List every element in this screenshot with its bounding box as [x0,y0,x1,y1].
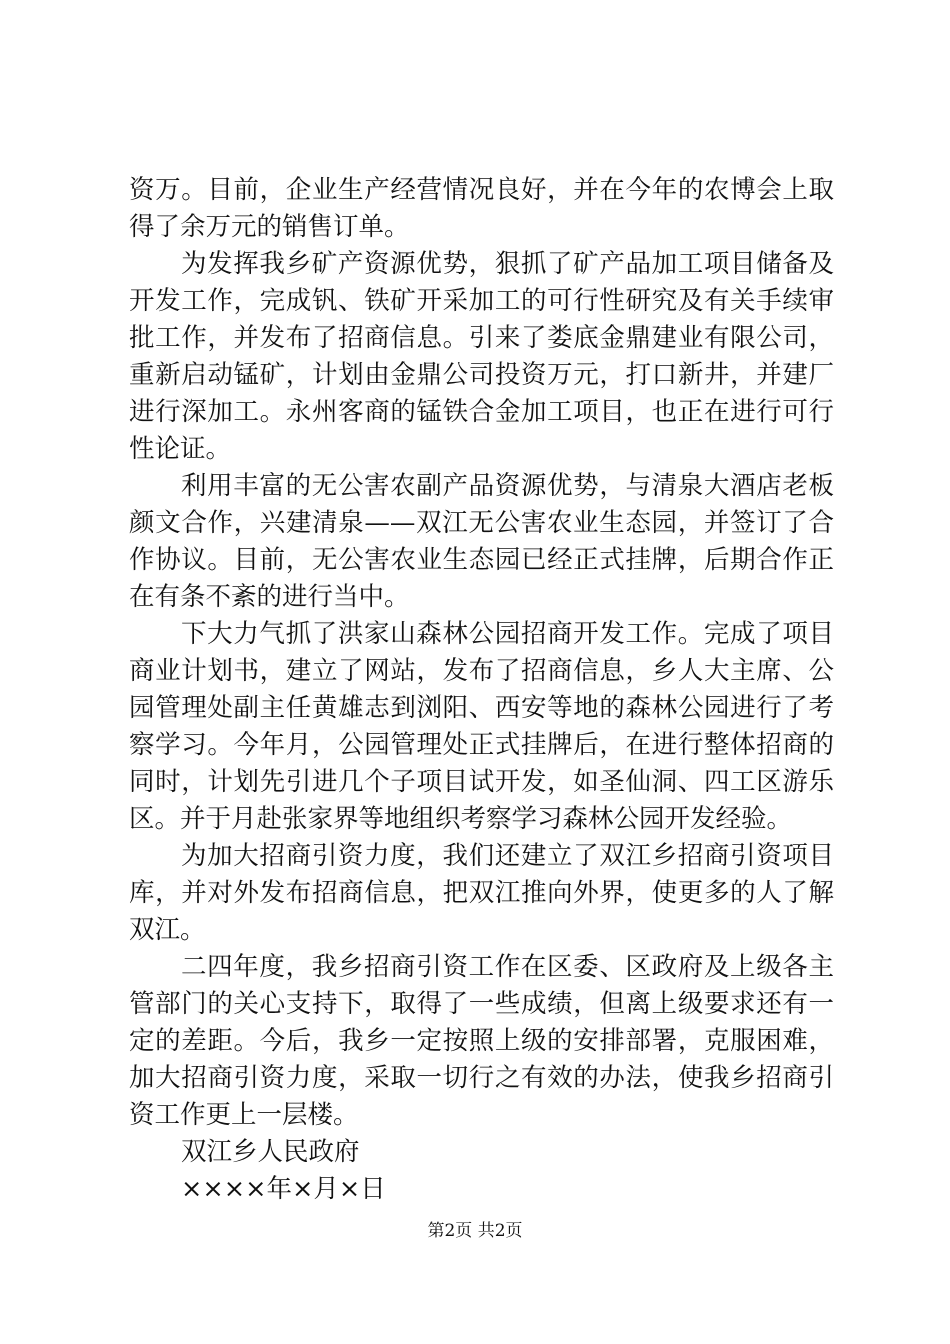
text-line: 定的差距。今后，我乡一定按照上级的安排部署，克服困难， [129,1026,834,1056]
text-line: 批工作，并发布了招商信息。引来了娄底金鼎建业有限公司， [129,323,834,353]
text-line: 性论证。 [129,434,232,464]
text-line: 库，并对外发布招商信息，把双江推向外界，使更多的人了解 [129,878,834,908]
text-line: 双江。 [129,915,206,945]
text-line: 为发挥我乡矿产资源优势，狠抓了矿产品加工项目储备及 [181,249,834,279]
text-line: 下大力气抓了洪家山森林公园招商开发工作。完成了项目 [181,619,834,649]
text-line: 二四年度，我乡招商引资工作在区委、区政府及上级各主 [181,952,834,982]
text-line: 资万。目前，企业生产经营情况良好，并在今年的农博会上取 [129,175,834,205]
text-line: 重新启动锰矿，计划由金鼎公司投资万元，打口新井，并建厂 [129,360,834,390]
text-line: 开发工作，完成钒、铁矿开采加工的可行性研究及有关手续审 [129,286,834,316]
text-line: 颜文合作，兴建清泉——双江无公害农业生态园，并签订了合 [129,508,834,538]
text-line: 资工作更上一层楼。 [129,1100,359,1130]
text-line: 察学习。今年月，公园管理处正式挂牌后，在进行整体招商的 [129,730,834,760]
text-line: 得了余万元的销售订单。 [129,212,410,242]
text-line: 在有条不紊的进行当中。 [129,582,410,612]
text-line: 为加大招商引资力度，我们还建立了双江乡招商引资项目 [181,841,834,871]
text-line: 商业计划书，建立了网站，发布了招商信息，乡人大主席、公 [129,656,834,686]
text-line: 进行深加工。永州客商的锰铁合金加工项目，也正在进行可行 [129,397,834,427]
text-line: 利用丰富的无公害农副产品资源优势，与清泉大酒店老板 [181,471,834,501]
document-body [129,172,834,1208]
text-line: 园管理处副主任黄雄志到浏阳、西安等地的森林公园进行了考 [129,693,834,723]
text-line: 作协议。目前，无公害农业生态园已经正式挂牌，后期合作正 [129,545,834,575]
text-line: ××××年×月×日 [181,1174,386,1204]
text-line: 双江乡人民政府 [181,1137,360,1167]
text-line: 加大招商引资力度，采取一切行之有效的办法，使我乡招商引 [129,1063,834,1093]
text-line: 区。并于月赴张家界等地组织考察学习森林公园开发经验。 [129,804,793,834]
page-number-footer: 第2页 共2页 [427,1221,523,1241]
text-line: 同时，计划先引进几个子项目试开发，如圣仙洞、四工区游乐 [129,767,834,797]
text-line: 管部门的关心支持下，取得了一些成绩，但离上级要求还有一 [129,989,834,1019]
